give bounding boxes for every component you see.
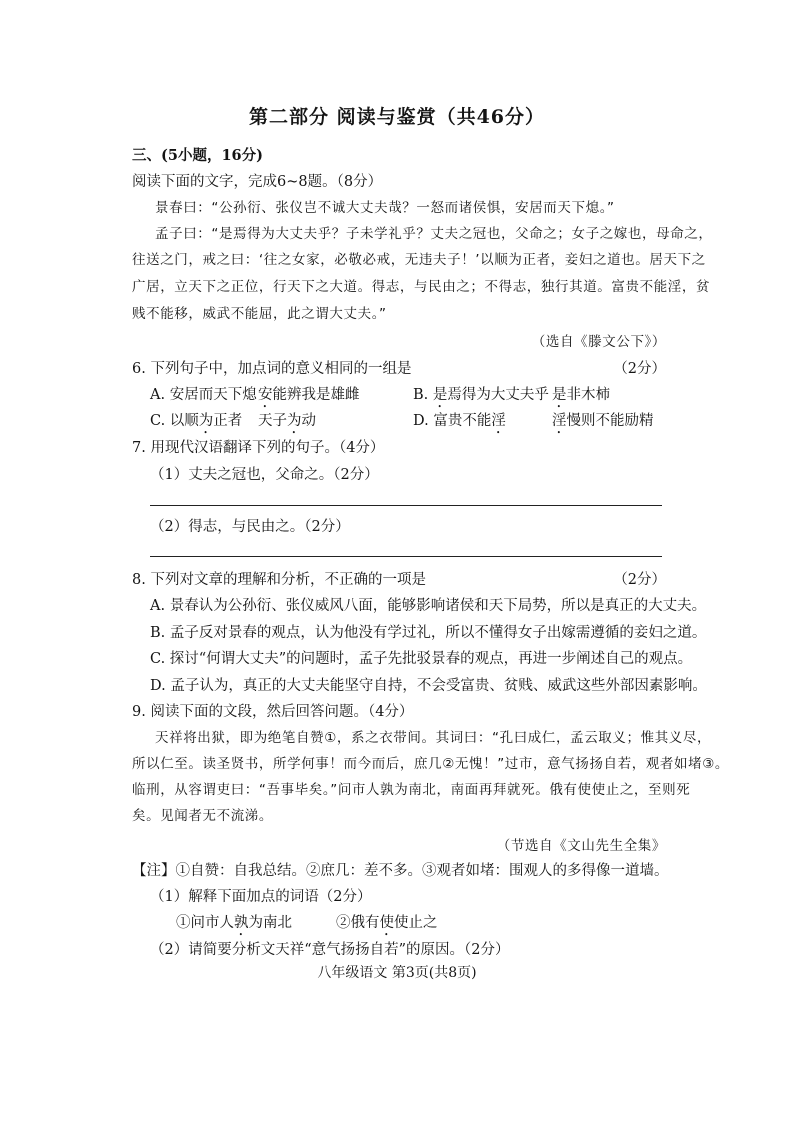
page-title: 第二部分 阅读与鉴赏（共46分）: [248, 106, 546, 128]
q6-option-a1: A. 安居而天下熄: [150, 387, 257, 403]
q7-sentence-1: （1）丈夫之冠也，父命之。（2分）: [150, 467, 379, 483]
q8-option-a: A. 景春认为公孙衍、张仪威风八面，能够影响诸侯和天下局势，所以是真正的大丈夫。: [150, 598, 707, 614]
q6-option-d1: D. 富贵不能淫: [413, 413, 506, 429]
q6-option-a2: 安能辨我是雄雌: [258, 387, 360, 403]
q9-source: （节选自《文山先生全集》: [496, 838, 666, 854]
q7-sentence-2: （2）得志，与民由之。（2分）: [150, 519, 350, 535]
q6-stem: 6. 下列句子中，加点词的意义相同的一组是: [132, 361, 412, 377]
q8-option-c: C. 探讨“何谓大丈夫”的问题时，孟子先批驳景春的观点，再进一步阐述自己的观点。: [150, 651, 693, 667]
section-heading: 三、(5小题，16分): [132, 147, 263, 164]
q8-stem: 8. 下列对文章的理解和分析，不正确的一项是: [132, 572, 426, 588]
q9-passage-line: 天祥将出狱，即为绝笔自赞①，系之衣带间。其词曰：“孔曰成仁，孟云取义；惟其义尽，: [155, 730, 712, 746]
passage-line: 贱不能移，威武不能屈，此之谓大丈夫。”: [132, 306, 387, 322]
passage-source: （选自《滕文公下》）: [531, 334, 666, 350]
q9-passage-line: 矣。见闻者无不流涕。: [132, 808, 273, 824]
answer-line: [150, 556, 662, 557]
q9-note: 【注】①自赞：自我总结。②庶几：差不多。③观者如堵：围观人的多得像一道墙。: [132, 863, 669, 879]
q9-stem: 9. 阅读下面的文段，然后回答问题。（4分）: [132, 704, 414, 720]
q9-passage-line: 临刑，从容谓吏曰：“吾事毕矣。”问市人孰为南北，南面再拜就死。俄有使使止之，至则死: [132, 782, 691, 798]
q9-word-2: ②俄有使使止之: [336, 915, 438, 931]
q6-option-c1: C. 以顺为正者: [150, 413, 243, 429]
q9-sub2: （2）请简要分析文天祥“意气扬扬自若”的原因。（2分）: [150, 942, 510, 958]
q6-option-b1: B. 是焉得为大丈夫乎: [413, 387, 549, 403]
q8-option-d: D. 孟子认为，真正的大丈夫能坚守自持，不会受富贵、贫贱、威武这些外部因素影响。: [150, 678, 707, 694]
q8-score: （2分）: [613, 572, 666, 588]
q9-word-1: ①问市人孰为南北: [176, 915, 292, 931]
passage-line: 孟子曰：“是焉得为大丈夫乎？子未学礼乎？丈夫之冠也，父命之；女子之嫁也，母命之，: [155, 226, 713, 242]
q7-stem: 7. 用现代汉语翻译下列的句子。（4分）: [132, 440, 385, 456]
q6-option-b2: 是非木柿: [552, 387, 610, 403]
section-intro: 阅读下面的文字，完成6~8题。（8分）: [132, 174, 383, 190]
q6-option-d2: 淫慢则不能励精: [552, 413, 654, 429]
q9-sub1: （1）解释下面加点的词语（2分）: [150, 889, 372, 905]
q6-score: （2分）: [613, 361, 666, 377]
passage-line: 往送之门，戒之曰：‘往之女家，必敬必戒，无违夫子！’以顺为正者，妾妇之道也。居天下之: [132, 252, 706, 268]
q8-option-b: B. 孟子反对景春的观点，认为他没有学过礼，所以不懂得女子出嫁需遵循的妾妇之道。: [150, 625, 707, 641]
q6-option-c2: 天子为动: [258, 413, 316, 429]
passage-line: 广居，立天下之正位，行天下之大道。得志，与民由之；不得志，独行其道。富贵不能淫，贫: [132, 279, 711, 295]
passage-line: 景春曰：“公孙衍、张仪岂不诚大丈夫哉？一怒而诸侯惧，安居而天下熄。”: [155, 200, 615, 216]
page-footer: 八年级语文 第3页(共8页): [317, 965, 477, 981]
q9-passage-line: 所以仁至。读圣贤书，所学何事！而今而后，庶几②无愧！”过市，意气扬扬自若，观者如堵③。: [132, 756, 729, 772]
answer-line: [150, 505, 662, 506]
